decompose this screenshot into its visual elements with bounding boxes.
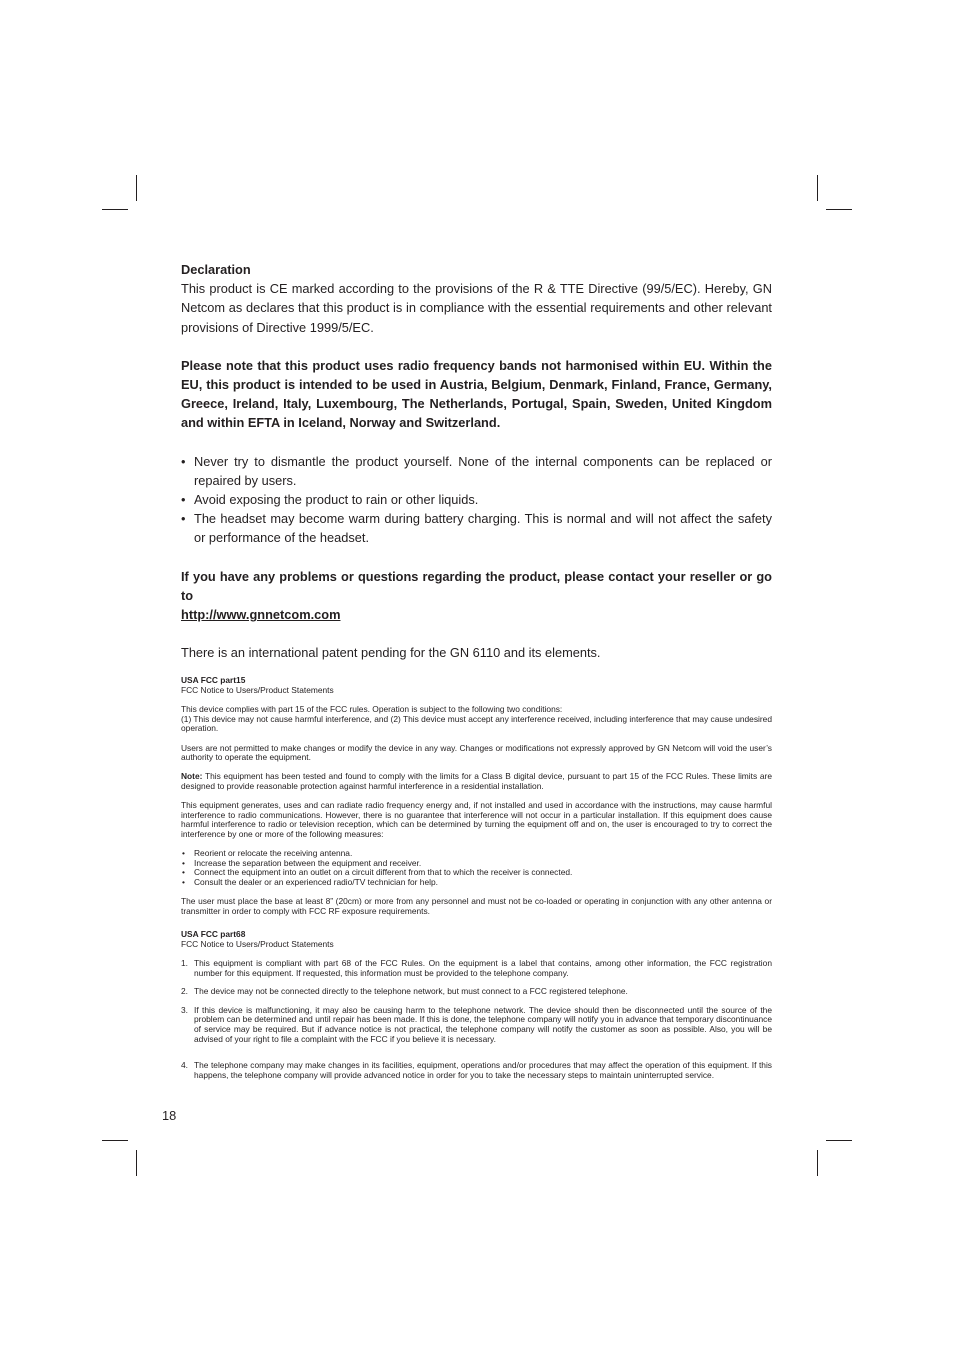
measure-item: • Reorient or relocate the receiving antenna.	[181, 849, 772, 859]
measure-item: • Connect the equipment into an outlet on a circuit different from that to which the receiver is connected.	[181, 868, 772, 878]
crop-mark-bottom-right-vertical	[817, 1150, 818, 1176]
page-number: 18	[162, 1108, 177, 1123]
item-number: 3.	[181, 1004, 188, 1015]
fcc68-heading: USA FCC part68	[181, 929, 246, 940]
fcc68-item	[181, 959, 772, 978]
crop-mark-top-left-horizontal	[102, 209, 128, 210]
item-number: 1.	[181, 958, 188, 969]
item-number: 2.	[181, 986, 188, 997]
item-text: This equipment is compliant with part 68 of the FCC Rules. On the equipment is a label that contains, among other information, the FCC registration number for this equipment. If requested, this information must be provided to the telephone company.	[194, 958, 772, 978]
fcc15-subheading: FCC Notice to Users/Product Statements	[181, 685, 334, 696]
patent-text: There is an international patent pending for the GN 6110 and its elements.	[181, 645, 601, 661]
crop-mark-bottom-left-vertical	[136, 1150, 137, 1176]
fcc68-item	[181, 1006, 772, 1044]
measure-item: • Increase the separation between the equipment and receiver.	[181, 859, 772, 869]
fcc15-modification-warning: Users are not permitted to make changes or modify the device in any way. Changes or modifications not expressly approved by GN Netcom will void the user’s authority to operate the equipment.	[181, 742, 772, 763]
safety-bullet: • Avoid exposing the product to rain or other liquids.	[181, 490, 772, 509]
item-number: 4.	[181, 1060, 188, 1071]
contact-text: If you have any problems or questions regarding the product, please contact your reseller or go to	[181, 568, 772, 603]
safety-bullet-list	[181, 452, 772, 548]
fcc15-interference-text: This equipment generates, uses and can radiate radio frequency energy and, if not installed and used in accordance with the instructions, may cause harmful interference to radio communications. However, there is no guarantee that interference will not occur in a particular installation. If this equipment does cause harmful interference to radio or television reception, which can be determined by turning the equipment off and on, the user is encouraged to try to correct the interference by one or more of the following measures:	[181, 800, 772, 839]
safety-bullet: • The headset may become warm during battery charging. This is normal and will not affect the safety or performance of the headset.	[181, 509, 772, 547]
crop-mark-bottom-right-horizontal	[826, 1140, 852, 1141]
radio-frequency-note: Please note that this product uses radio frequency bands not harmonised within EU. Within the EU, this product is intended to be used in Austria, Belgium, Denmark, Finland, France, Germany, Greece, Ireland, Italy, Luxembourg, The Netherlands, Portugal, Spain, Sweden, United Kingdom and within EFTA in Iceland, Norway and Switzerland.	[181, 357, 772, 431]
fcc15-note	[181, 772, 772, 791]
item-text: If this device is malfunctioning, it may also be causing harm to the telephone network. The device should then be disconnected until the source of the problem can be determined and until repair has been made. If this is done, the telephone company will notify you in advance that temporary discontinuance of service may be required. But if advance notice is not practical, the telephone company will notify the customer as soon as possible. Also, you will be advised of your right to file a complaint with the FCC if you believe it is necessary.	[194, 1004, 772, 1044]
safety-bullet: • Never try to dismantle the product yourself. None of the internal components can be replaced or repaired by users.	[181, 452, 772, 490]
fcc68-list	[181, 959, 772, 1080]
page-content	[181, 260, 772, 1080]
crop-mark-top-right-horizontal	[826, 209, 852, 210]
fcc15-rf-exposure: The user must place the base at least 8” (20cm) or more from any personnel and must not be co-loaded or operating in conjunction with any other antenna or transmitter in order to comply with FCC RF exposure requirements.	[181, 896, 772, 916]
note-text: This equipment has been tested and found to comply with the limits for a Class B digital device, pursuant to part 15 of the FCC Rules. These limits are designed to provide reasonable protection against harmful interference in a residential installation.	[181, 771, 772, 791]
contact-link-line	[181, 605, 772, 624]
fcc68-subheading: FCC Notice to Users/Product Statements	[181, 938, 334, 949]
fcc68-item	[181, 1061, 772, 1080]
item-text: The telephone company may make changes in its facilities, equipment, operations and/or procedures that may affect the operation of this equipment. If this happens, the telephone company will provide advanced notice in order for you to take the necessary steps to maintain uninterrupted service.	[194, 1060, 772, 1080]
item-text: The device may not be connected directly to the telephone network, but must connect to a FCC registered telephone.	[194, 986, 628, 997]
crop-mark-top-left-vertical	[136, 175, 137, 201]
fcc15-measures-list	[181, 849, 772, 887]
fcc15-conditions-intro: This device complies with part 15 of the FCC rules. Operation is subject to the following two conditions:	[181, 704, 563, 715]
declaration-text: This product is CE marked according to the provisions of the R & TTE Directive (99/5/EC). Hereby, GN Netcom as declares that this product is in compliance with the essential requirements and other relevant provisions of Directive 1999/5/EC.	[181, 281, 772, 335]
declaration-heading: Declaration	[181, 262, 251, 277]
crop-mark-bottom-left-horizontal	[102, 1140, 128, 1141]
fcc15-conditions: (1) This device may not cause harmful interference, and (2) This device must accept any interference received, including interference that may cause undesired operation.	[181, 713, 772, 734]
fcc15-heading: USA FCC part15	[181, 675, 246, 686]
gnnetcom-link[interactable]: http://www.gnnetcom.com	[181, 607, 341, 623]
note-label: Note:	[181, 771, 203, 782]
fcc68-item	[181, 987, 772, 997]
crop-mark-top-right-vertical	[817, 175, 818, 201]
measure-item: • Consult the dealer or an experienced radio/TV technician for help.	[181, 878, 772, 888]
